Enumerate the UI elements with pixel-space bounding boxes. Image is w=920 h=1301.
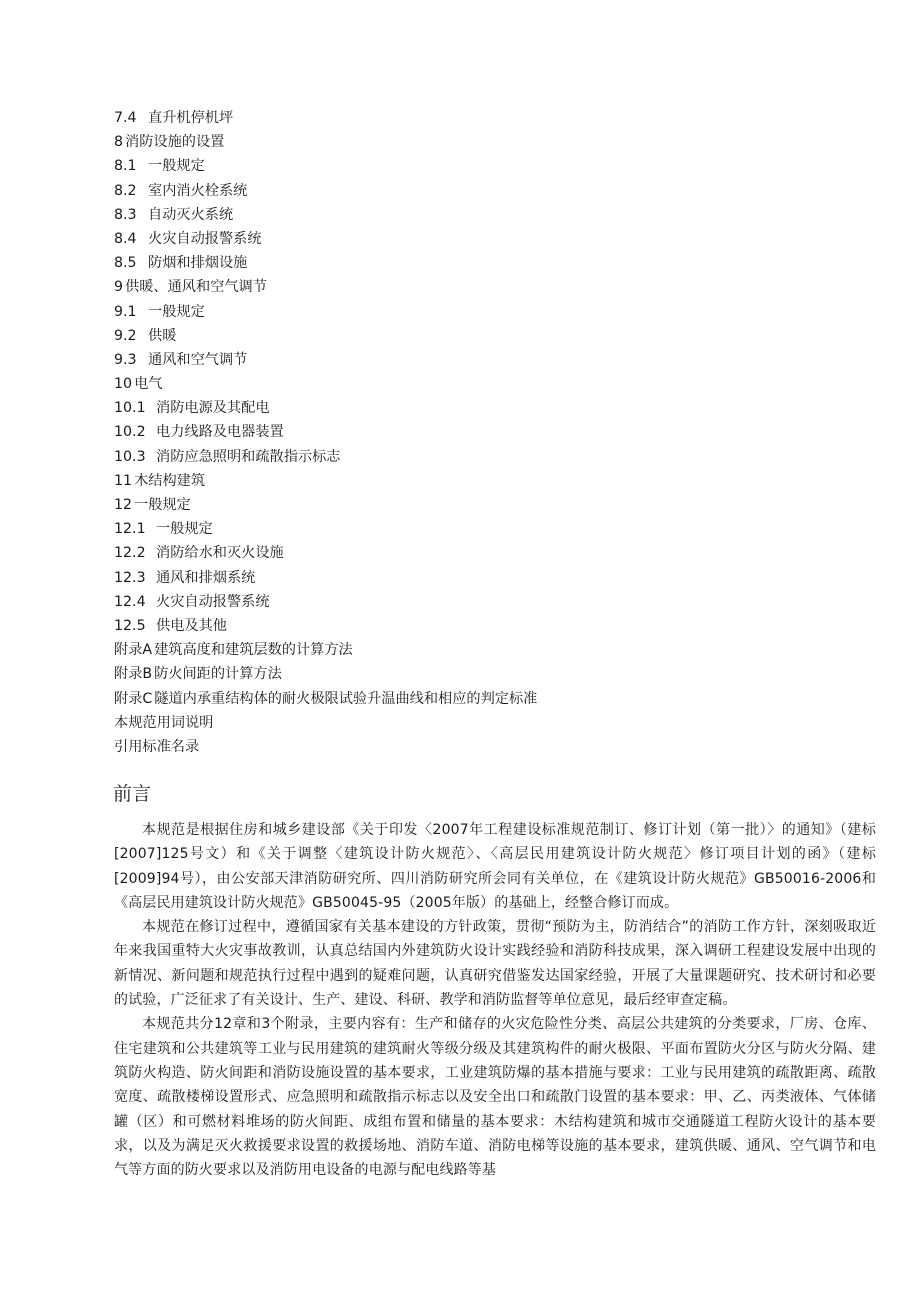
toc-entry-number: 12.2 [114, 545, 146, 562]
table-of-contents [114, 106, 874, 759]
toc-entry-title: 防烟和排烟设施 [148, 255, 248, 272]
toc-entry-number: 9.2 [114, 327, 137, 344]
toc-entry [114, 493, 874, 517]
toc-entry [114, 348, 874, 372]
toc-entry-title: 通风和空气调节 [148, 351, 248, 368]
toc-entry-title: 供暖、通风和空气调节 [125, 279, 267, 296]
toc-entry-title: 通风和排烟系统 [156, 569, 256, 586]
toc-entry-title: 隧道内承重结构体的耐火极限试验升温曲线和相应的判定标准 [154, 690, 538, 707]
toc-entry-title: 消防设施的设置 [125, 134, 225, 151]
toc-entry [114, 275, 874, 299]
toc-entry-title: 一般规定 [134, 497, 191, 513]
toc-entry-number: 8.4 [114, 230, 137, 247]
toc-entry-title: 火灾自动报警系统 [148, 230, 262, 247]
toc-entry-number: 12.4 [114, 593, 146, 610]
preface-paragraph: 本规范共分12章和3个附录，主要内容有：生产和储存的火灾危险性分类、高层公共建筑的分类要求，厂房、仓库、住宅建筑和公共建筑等工业与民用建筑的建筑耐火等级分级及其建筑构件的耐火极限、平面布置防火分区与防火分隔、建筑防火构造、防火间距和消防设施设置的基本要求，工业建筑防爆的基本措施与要求：工业与民用建筑的疏散距离、疏散宽度、疏散楼梯设置形式、应急照明和疏散指示标志以及安全出口和疏散门设置的基本要求：甲、乙、丙类液体、气体储罐（区）和可燃材料堆场的防火间距、成组布置和储量的基本要求：木结构建筑和城市交通隧道工程防火设计的基本要求，以及为满足灭火救援要求设置的救援场地、消防车道、消防电梯等设施的基本要求，建筑供暖、通风、空气调节和电气等方面的防火要求以及消防用电设备的电源与配电线路等基 [114, 1016, 876, 1179]
toc-entry-title: 一般规定 [156, 521, 213, 538]
toc-entry [114, 614, 874, 638]
toc-entry [114, 130, 874, 154]
toc-entry-number: 10.1 [114, 400, 146, 417]
toc-entry [114, 227, 874, 251]
toc-entry-number: 8.5 [114, 255, 137, 272]
toc-entry-title: 一般规定 [148, 158, 205, 175]
toc-entry-title: 室内消火栓系统 [148, 182, 248, 199]
toc-entry [114, 566, 874, 590]
toc-entry-title: 一般规定 [148, 303, 205, 320]
toc-entry-number: 8 [114, 134, 124, 151]
toc-entry [114, 687, 874, 711]
toc-entry-number: 8.1 [114, 158, 137, 175]
toc-entry-title: 火灾自动报警系统 [156, 593, 270, 610]
toc-entry-number: 8.2 [114, 182, 137, 199]
toc-entry-title: 建筑高度和建筑层数的计算方法 [154, 642, 353, 659]
toc-entry-title: 本规范用词说明 [114, 714, 214, 731]
toc-entry-title: 自动灭火系统 [148, 206, 234, 223]
toc-entry [114, 396, 874, 420]
preface-paragraph: 本规范在修订过程中，遵循国家有关基本建设的方针政策，贯彻“预防为主，防消结合”的消防工作方针，深刻吸取近年来我国重特大火灾事故教训，认真总结国内外建筑防火设计实践经验和消防科技成果，深入调研工程建设发展中出现的新情况、新问题和规范执行过程中遇到的疑难问题，认真研究借鉴发达国家经验，开展了大量课题研究、技术研讨和必要的试验，广泛征求了有关设计、生产、建设、科研、教学和消防监督等单位意见，最后经审查定稿。 [114, 919, 876, 1009]
toc-entry-number: 9.1 [114, 303, 137, 320]
toc-entry-title: 消防应急照明和疏散指示标志 [156, 448, 341, 465]
toc-entry-number: 附录B [114, 666, 153, 683]
toc-entry-title: 木结构建筑 [134, 472, 206, 489]
toc-entry-number: 附录A [114, 642, 153, 659]
preface-heading: 前言 [113, 783, 152, 805]
toc-entry-number: 7.4 [114, 110, 137, 126]
toc-entry-title: 引用标准名录 [114, 738, 200, 755]
toc-entry-number: 9.3 [114, 351, 137, 368]
toc-entry-title: 消防电源及其配电 [156, 400, 270, 417]
toc-entry [114, 324, 874, 348]
toc-entry-number: 12.5 [114, 617, 146, 634]
toc-entry [114, 420, 874, 444]
toc-entry-title: 防火间距的计算方法 [154, 666, 282, 683]
toc-entry [114, 469, 874, 493]
toc-entry-number: 附录C [114, 690, 153, 707]
toc-entry [114, 154, 874, 178]
toc-entry-number: 10.3 [114, 448, 146, 465]
toc-entry-title: 电力线路及电器装置 [156, 424, 284, 441]
toc-entry [114, 445, 874, 469]
toc-entry [114, 541, 874, 565]
toc-entry [114, 590, 874, 614]
toc-entry-number: 10 [114, 376, 133, 393]
toc-entry-title: 电气 [134, 376, 163, 393]
toc-entry-title: 供暖 [148, 327, 177, 344]
toc-entry-number: 12.3 [114, 569, 146, 586]
toc-entry [114, 662, 874, 686]
toc-entry-title: 供电及其他 [156, 617, 227, 634]
toc-entry [114, 735, 874, 759]
toc-entry [114, 300, 874, 324]
toc-entry [114, 517, 874, 541]
toc-entry-number: 12.1 [114, 521, 146, 538]
preface-body [114, 818, 876, 1182]
toc-entry-number: 10.2 [114, 424, 146, 441]
toc-entry [114, 711, 874, 735]
toc-entry [114, 251, 874, 275]
toc-entry [114, 179, 874, 203]
preface-paragraph: 本规范是根据住房和城乡建设部《关于印发〈2007年工程建设标准规范制订、修订计划（第一批）〉的通知》（建标[2007]125号文）和《关于调整〈建筑设计防火规范〉、〈高层民用建筑设计防火规范〉修订项目计划的函》（建标[2009]94号），由公安部天津消防研究所、四川消防研究所会同有关单位，在《建筑设计防火规范》GB50016-2006和《高层民用建筑设计防火规范》GB50045-95（2005年版）的基础上，经整合修订而成。 [114, 822, 876, 911]
toc-entry-title: 直升机停机坪 [148, 110, 234, 126]
toc-entry-number: 8.3 [114, 206, 137, 223]
toc-entry [114, 372, 874, 396]
toc-entry [114, 638, 874, 662]
toc-entry-number: 9 [114, 279, 124, 296]
toc-entry [114, 203, 874, 227]
toc-entry [114, 106, 874, 130]
toc-entry-number: 11 [114, 472, 133, 489]
toc-entry-title: 消防给水和灭火设施 [156, 545, 284, 562]
toc-entry-number: 12 [114, 497, 133, 513]
